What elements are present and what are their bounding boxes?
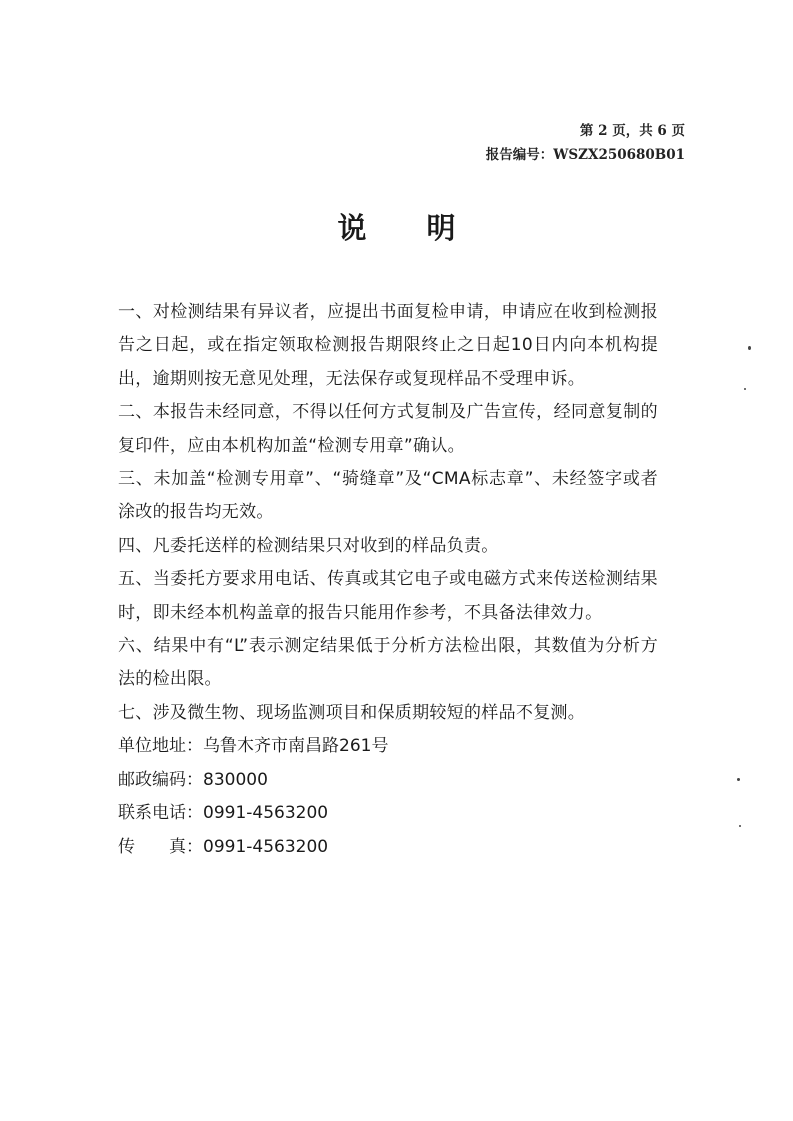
fax-label [118, 831, 203, 864]
contact-info [118, 730, 658, 864]
address-line [118, 730, 658, 763]
note-3: 三、未加盖“检测专用章”、“骑缝章”及“CMA标志章”、未经签字或者涂改的报告均无效。 [118, 469, 658, 523]
note-4: 四、凡委托送样的检测结果只对收到的样品负责。 [118, 535, 499, 556]
fax-line [118, 831, 658, 864]
fax-value: 0991-4563200 [203, 836, 329, 857]
postcode-label: 邮政编码： [118, 769, 203, 790]
page-title: 说明 [337, 211, 516, 245]
page-header [486, 119, 685, 167]
address-label: 单位地址： [118, 736, 203, 757]
note-2: 二、本报告未经同意，不得以任何方式复制及广告宣传，经同意复制的复印件，应由本机构加盖“检测专用章”确认。 [118, 402, 658, 456]
fax-label-part-1: 传 [118, 836, 135, 857]
note-1: 一、对检测结果有异议者，应提出书面复检申请，申请应在收到检测报告之日起，或在指定领取检测报告期限终止之日起10日内向本机构提出，逾期则按无意见处理，无法保存或复现样品不受理申诉。 [118, 302, 658, 389]
postcode-value: 830000 [203, 769, 268, 790]
fax-label-part-2: 真： [169, 836, 203, 857]
postcode-line [118, 764, 658, 797]
phone-value: 0991-4563200 [203, 803, 329, 824]
note-5: 五、当委托方要求用电话、传真或其它电子或电磁方式来传送检测结果时，即未经本机构盖章的报告只能用作参考，不具备法律效力。 [118, 569, 658, 623]
page-number: 第 2 页，共 6 页 [579, 123, 685, 139]
scan-speck [737, 778, 740, 781]
scan-speck [748, 346, 751, 350]
address-value: 乌鲁木齐市南昌路261号 [203, 736, 389, 757]
note-6: 六、结果中有“L”表示测定结果低于分析方法检出限，其数值为分析方法的检出限。 [118, 636, 658, 690]
scan-speck [739, 825, 741, 827]
scan-speck [744, 388, 746, 390]
notes-section [118, 296, 658, 864]
phone-line [118, 797, 658, 830]
report-number: 报告编号：WSZX250680B01 [485, 147, 685, 163]
note-7: 七、涉及微生物、现场监测项目和保质期较短的样品不复测。 [118, 702, 586, 723]
phone-label: 联系电话： [118, 803, 203, 824]
